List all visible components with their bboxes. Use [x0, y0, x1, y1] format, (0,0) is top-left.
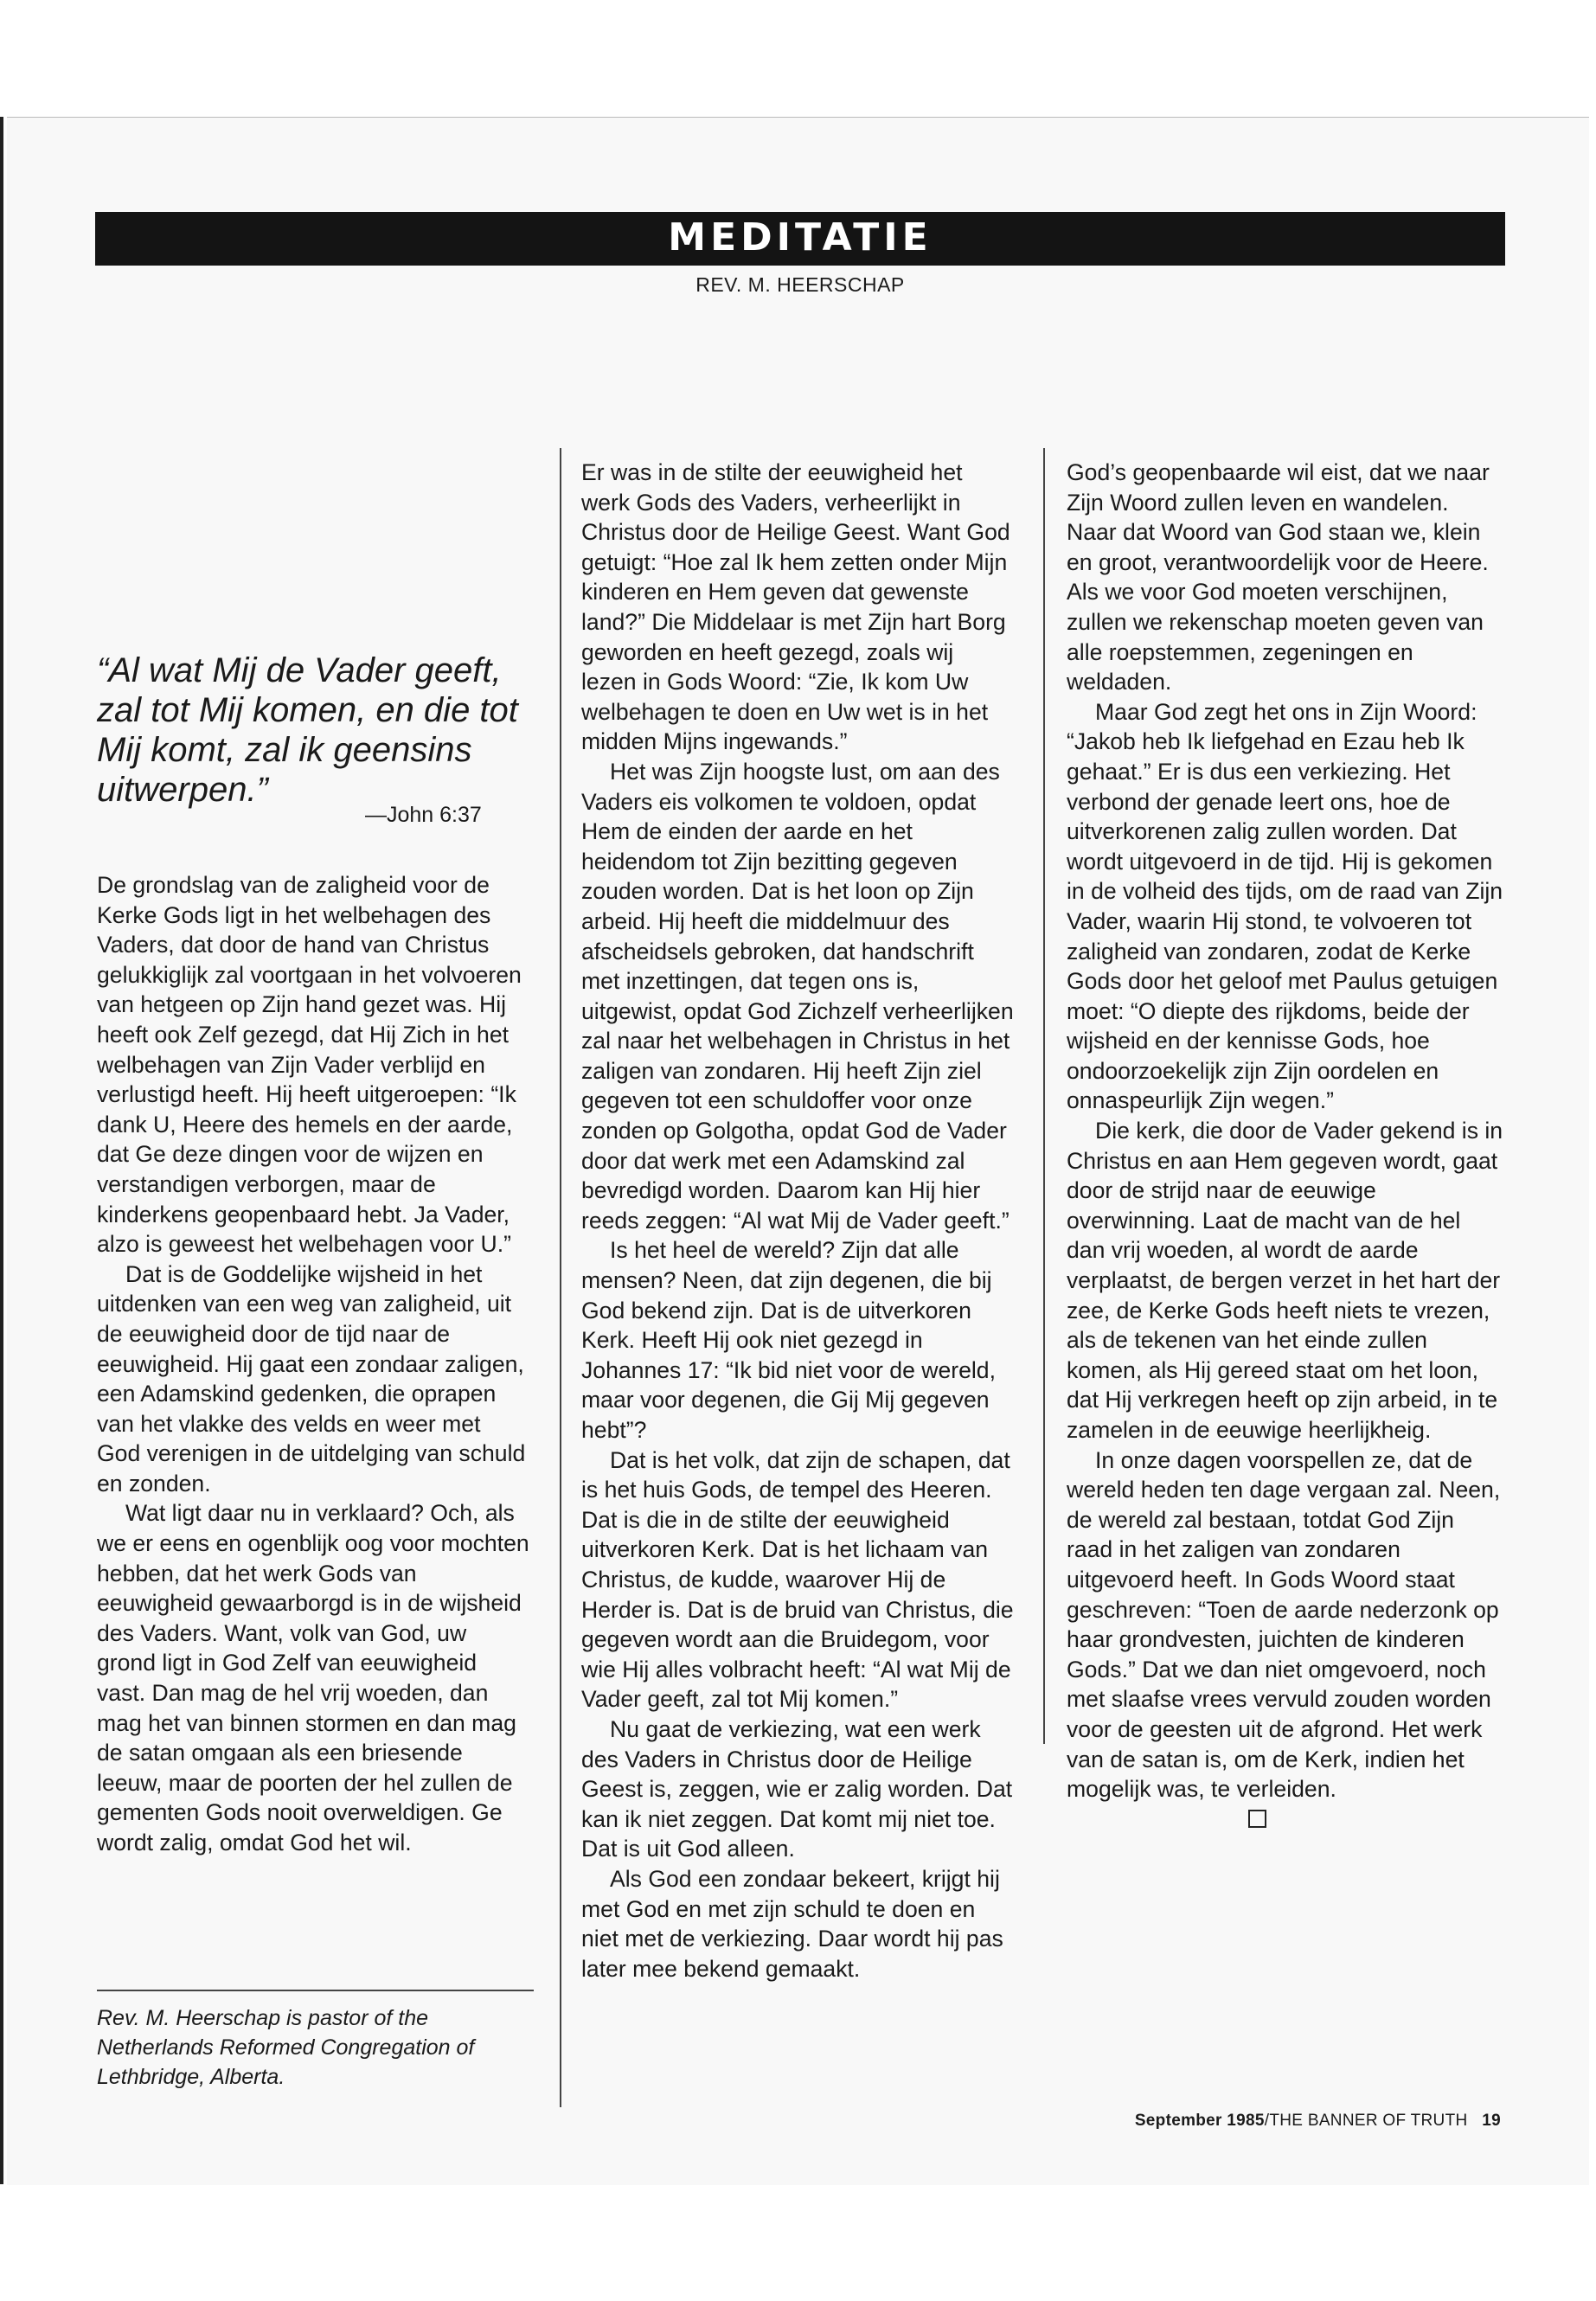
section-title: MEDITATIE [668, 215, 933, 260]
footer-separator: / [1264, 2112, 1270, 2130]
paragraph: Dat is het volk, dat zijn de schapen, dat is het huis Gods, de tempel des Heeren. Dat is die in de stilte der eeuwigheid uitverkoren Kerk. Dat is het lichaam van Christus, de kudde, waarover Hij de Herder is. Dat is de bruid van Christus, die gegeven wordt aan die Bruidegom, voor wie Hij alles volbracht heeft: “Al wat Mij de Vader geeft, zal tot Mij komen.” [581, 1446, 1014, 1713]
author-byline: REV. M. HEERSCHAP [695, 273, 905, 296]
section-banner [95, 212, 1505, 266]
paragraph: Nu gaat de verkiezing, wat een werk des Vaders in Christus door de Heilige Geest is, zeggen, wie er zalig worden. Dat kan ik niet zeggen. Dat komt mij niet toe. Dat is uit God alleen. [581, 1715, 1013, 1862]
paragraph: Is het heel de wereld? Zijn dat alle mensen? Neen, dat zijn degenen, die bij God bekend zijn. Dat is de uitverkoren Kerk. Heeft Hij ook niet gezegd in Johannes 17: “Ik bid niet voor de wereld, maar voor degenen, die Gij Mij gegeven hebt”? [581, 1237, 996, 1443]
scan-edge [0, 117, 3, 2184]
scripture-reference: —John 6:37 [365, 803, 482, 827]
author-bio: Rev. M. Heerschap is pastor of the Netherlands Reformed Congregation of Lethbridge, Alberta. [97, 2006, 475, 2089]
paragraph: Maar God zegt het ons in Zijn Woord: “Jakob heb Ik liefgehad en Ezau heb Ik gehaat.” Er is dus een verkiezing. Het verbond der genade leert ons, hoe de uitverkorenen zalig zullen worden. Dat wordt uitgevoerd in de tijd. Hij is gekomen in de volheid des tijds, om de raad van Zijn Vader, waarin Hij stond, te volvoeren tot zaligheid van zondaren, zodat de Kerke Gods door het geloof met Paulus getuigen moet: “O diepte des rijkdoms, beide der wijsheid en der kennisse Gods, hoe ondoorzoekelijk zijn Zijn oordelen en onnaspeurlijk Zijn wegen.” [1067, 698, 1503, 1114]
column-divider [560, 448, 561, 2107]
footer-date: September 1985 [1134, 2112, 1265, 2130]
column-divider [1043, 448, 1045, 1744]
paragraph: Wat ligt daar nu in verklaard? Och, als we er eens en ogenblijk oog voor mochten hebben, dat het werk Gods van eeuwigheid gewaarborgd is in de wijsheid des Vaders. Want, volk van God, uw grond ligt in God Zelf van eeuwigheid vast. Dan mag de hel vrij woeden, dan mag het van binnen stormen en dan mag de satan omgaan als een briesende leeuw, maar de poorten der hel zullen de gementen Gods nooit overweldigen. Ge wordt zalig, omdat God het wil. [97, 1500, 529, 1856]
paragraph: De grondslag van de zaligheid voor de Kerke Gods ligt in het welbehagen des Vaders, dat door de hand van Christus gelukkiglijk zal voortgaan in het volvoeren van hetgeen op Zijn hand gezet was. Hij heeft ook Zelf gezegd, dat Hij Zich in het welbehagen van Zijn Vader verblijd en verlustigd heeft. Hij heeft uitgeroepen: “Ik dank U, Heere des hemels en der aarde, dat Ge deze dingen voor de wijzen en verstandigen verborgen, maar de kinderkens geopenbaard hebt. Ja Vader, alzo is geweest het welbehagen voor U.” [97, 872, 522, 1258]
bio-divider [97, 1990, 534, 1991]
page-number: 19 [1482, 2112, 1501, 2130]
paragraph: Die kerk, die door de Vader gekend is in Christus en aan Hem gegeven wordt, gaat door de strijd naar de eeuwige overwinning. Laat de macht van de hel dan vrij woeden, al wordt de aarde verplaatst, de bergen verzet in het hart der zee, de Kerke Gods heeft niets te vrezen, als de tekenen van het einde zullen komen, als Hij gereed staat om het loon, dat Hij verkregen heeft op zijn arbeid, in te zamelen in de eeuwige heerlijkheig. [1067, 1118, 1503, 1443]
paragraph [1067, 1445, 1503, 1835]
footer-publication: THE BANNER OF TRUTH [1269, 2112, 1468, 2130]
paragraph: Het was Zijn hoogste lust, om aan des Vaders eis volkomen te voldoen, opdat Hem de einden der aarde en het heidendom tot Zijn bezitting gegeven zouden worden. Dat is het loon op Zijn arbeid. Hij heeft die middelmuur des afscheidsels gebroken, dat handschrift met inzettingen, dat tegen ons is, uitgewist, opdat God Zichzelf verheerlijken zal naar het welbehagen in Christus in het zaligen van zondaren. Hij heeft Zijn ziel gegeven tot een schuldoffer voor onze zonden op Golgotha, opdat God de Vader door dat werk met een Adamskind zal bevredigd worden. Daarom kan Hij hier reeds zeggen: “Al wat Mij de Vader geeft.” [581, 758, 1014, 1234]
paragraph: God’s geopenbaarde wil eist, dat we naar Zijn Woord zullen leven en wandelen. Naar dat Woord van God staan we, klein en groot, verantwoordelijk voor de Heere. Als we voor God moeten verschijnen, zullen we rekenschap moeten geven van alle roepstemmen, zegeningen en weldaden. [1067, 459, 1490, 695]
page-footer [1135, 2112, 1501, 2131]
end-mark-icon [1248, 1810, 1266, 1828]
paragraph: Er was in de stilte der eeuwigheid het werk Gods des Vaders, verheerlijkt in Christus door de Heilige Geest. Want God getuigt: “Hoe zal Ik hem zetten onder Mijn kinderen en Hem geven dat gewenste land?” Die Middelaar is met Zijn hart Borg geworden en heeft gezegd, zoals wij lezen in Gods Woord: “Zie, Ik kom Uw welbehagen te doen en Uw wet is in het midden Mijns ingewands.” [581, 459, 1010, 755]
column-1 [97, 870, 529, 1858]
paragraph: Dat is de Goddelijke wijsheid in het uitdenken van een weg van zaligheid, uit de eeuwigheid door de tijd naar de eeuwigheid. Hij gaat een zondaar zaligen, een Adamskind gedenken, die oprapen van het vlakke des velds en weer met God verenigen in de uitdelging van schuld en zonden. [97, 1260, 526, 1497]
paragraph: Als God een zondaar bekeert, krijgt hij met God en met zijn schuld te doen en niet met de verkiezing. Daar wordt hij pas later mee bekend gemaakt. [581, 1865, 1003, 1982]
column-3 [1067, 458, 1503, 1834]
column-2 [581, 458, 1014, 1984]
paragraph-text: In onze dagen voorspellen ze, dat de wereld heden ten dage vergaan zal. Neen, de wereld zal bestaan, totdat God Zijn raad in het zaligen van zondaren uitgevoerd heeft. In Gods Woord staat geschreven: “Toen de aarde nederzonk op haar grondvesten, juichten de kinderen Gods.” Dat we dan niet omgevoerd, noch met slaafse vrees vervuld zouden worden voor de geesten uit de afgrond. Het werk van de satan is, om de Kerk, indien het mogelijk was, te verleiden. [1067, 1446, 1501, 1803]
scripture-quote: “Al wat Mij de Vader geeft, zal tot Mij komen, en die tot Mij komt, zal ik geensins uitwerpen.” [97, 651, 518, 809]
